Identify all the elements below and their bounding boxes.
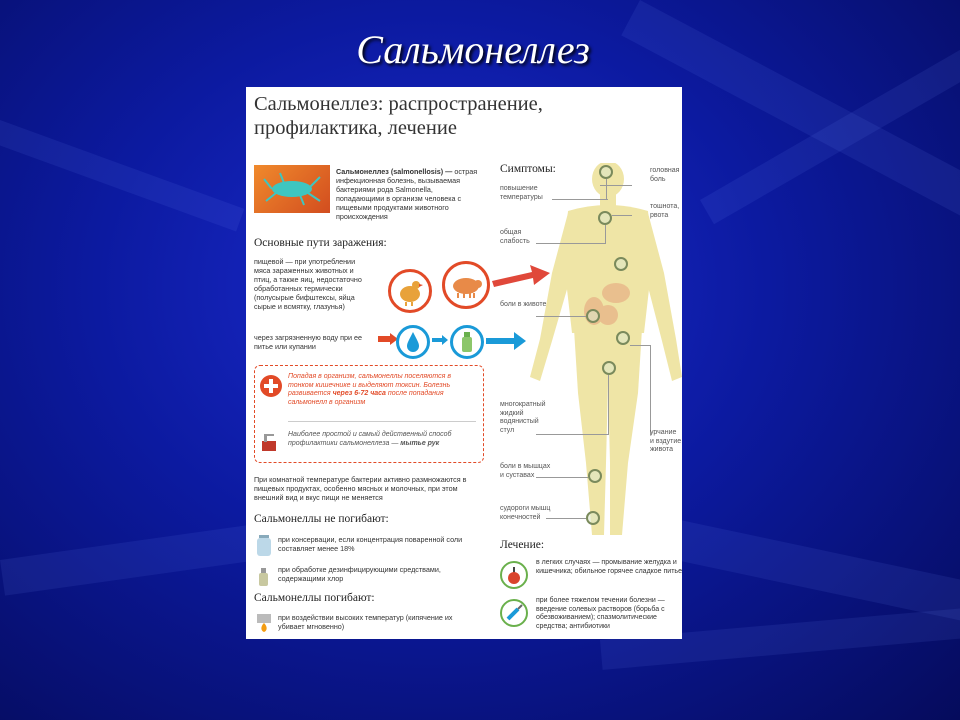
symptom-muscle-pain: боли в мышцах и суставах	[500, 463, 551, 479]
not-die-heading: Сальмонеллы не погибают:	[254, 513, 389, 525]
chicken-icon	[388, 269, 432, 313]
bottle-icon	[450, 325, 484, 359]
symptom-fever: повышение температуры	[500, 185, 543, 201]
symptom-nausea: тошнота, рвота	[650, 203, 680, 219]
route-water-text: через загрязненную воду при ее питье или купании	[254, 333, 363, 351]
intro-heading: Сальмонеллез (salmonellosis) —	[336, 167, 453, 176]
leader-line	[536, 316, 586, 317]
symptom-diarrhea: многократный жидкий водянистый стул	[500, 401, 546, 434]
symptom-headache: головная боль	[650, 167, 680, 183]
leader-line	[552, 199, 608, 200]
symptom-marker-chest	[614, 257, 628, 271]
handwash-note: Наиболее простой и самый действенный способ профилактики сальмонеллеза — мытье рук	[288, 431, 452, 447]
leader-line	[608, 375, 609, 435]
room-temp-text: При комнатной температуре бактерии активно размножаются в пищевых продуктах, особенно мясных и молочных, при этом внешний вид и вкус пищи не меняется	[254, 475, 467, 502]
symptom-abdominal-pain: боли в животе	[500, 301, 547, 308]
symptom-marker-abdomen	[586, 309, 600, 323]
divider	[288, 421, 476, 422]
leader-line	[612, 215, 632, 216]
poster-title-line2: профилактика, лечение	[254, 117, 457, 139]
syringe-icon	[500, 599, 528, 627]
leader-line	[606, 179, 607, 199]
leader-line	[600, 185, 632, 186]
infection-note: Попадая в организм, сальмонеллы поселяются в тонком кишечнике и выделяют токсин. Болезнь развивается через 6-72 часа после попадания сальмонелл в организм	[288, 373, 452, 406]
slide-title: Сальмонеллез	[356, 27, 590, 72]
treatment-mild: в легких случаях — промывание желудка и кишечника; обильное горячее сладкое питье	[536, 559, 682, 575]
symptom-marker-throat	[598, 211, 612, 225]
treatment-heading: Лечение:	[500, 539, 545, 551]
infographic-poster	[246, 87, 682, 639]
spray-icon	[256, 565, 272, 587]
poster-title-line1: Сальмонеллез: распространение,	[254, 93, 543, 115]
jar-icon	[256, 535, 272, 557]
not-die-item2: при обработке дезинфицирующими средствами, содержащими хлор	[278, 565, 441, 583]
intro-text	[336, 167, 481, 221]
water-drop-icon	[396, 325, 430, 359]
treatment-severe: при более тяжелом течении болезни — введение солевых растворов (борьба с обезвоживанием); спазмолитические средства; антибиотики	[536, 597, 665, 630]
die-item1: при воздействии высоких температур (кипячение их убивает мгновенно)	[278, 613, 453, 631]
symptoms-heading: Симптомы:	[500, 163, 556, 175]
pig-icon	[442, 261, 490, 309]
die-heading: Сальмонеллы погибают:	[254, 592, 375, 604]
symptom-bloating: урчание и вздутие живота	[650, 429, 682, 454]
symptom-marker-knee	[588, 469, 602, 483]
bacteria-image	[254, 165, 330, 213]
leader-line	[605, 225, 606, 243]
symptom-marker-ankle	[586, 511, 600, 525]
intro-body: острая инфекционная болезнь, вызываемая бактериями рода Salmonella, попадающими в организм человека с пищевыми продуктами животного происхождения	[336, 167, 478, 221]
small-red-arrow-icon	[378, 333, 398, 345]
symptom-cramps: судороги мышц конечностей	[500, 505, 551, 521]
poster-title	[254, 92, 674, 140]
symptom-marker-intestine	[616, 331, 630, 345]
leader-line	[630, 345, 650, 346]
enema-icon	[500, 561, 528, 589]
route-food-text: пищевой — при употреблении мяса зараженных животных и птиц, а также яиц, недостаточно обработанных термически (полусырые бифштексы, яйца сырые и всмятку, глазунья)	[254, 257, 362, 311]
symptom-weakness: общая слабость	[500, 229, 530, 245]
symptom-marker-lower-abdomen	[602, 361, 616, 375]
medical-cross-icon	[260, 375, 282, 397]
tiny-arrow-icon	[432, 335, 448, 345]
fire-icon	[256, 611, 272, 633]
symptom-marker-head	[599, 165, 613, 179]
not-die-item1: при консервации, если концентрация поваренной соли составляет менее 18%	[278, 535, 463, 553]
bacteria-icon	[254, 165, 330, 213]
routes-heading: Основные пути заражения:	[254, 237, 387, 249]
hand-washing-icon	[260, 431, 284, 453]
leader-line	[650, 345, 651, 435]
